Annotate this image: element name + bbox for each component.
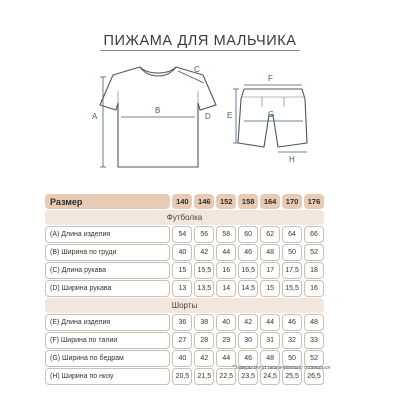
table-cell: 23,5	[238, 368, 258, 385]
size-152: 152	[216, 194, 236, 209]
table-cell: 13,5	[194, 280, 214, 297]
table-cell: 44	[260, 314, 280, 331]
table-cell: 44	[216, 350, 236, 367]
size-176: 176	[304, 194, 324, 209]
size-140: 140	[172, 194, 192, 209]
table-cell: 14,5	[238, 280, 258, 297]
table-cell: 17	[260, 262, 280, 279]
table-cell: 16,5	[238, 262, 258, 279]
table-cell: 14	[216, 280, 236, 297]
size-table-body	[45, 210, 324, 385]
table-cell: 58	[216, 226, 236, 243]
table-cell: 27	[172, 332, 192, 349]
table-cell: 66	[304, 226, 324, 243]
table-cell: 16	[216, 262, 236, 279]
table-row	[45, 332, 324, 349]
section-title: Шорты	[45, 298, 324, 313]
page-title: ПИЖАМА ДЛЯ МАЛЬЧИКА	[103, 33, 297, 49]
section-row	[45, 210, 324, 225]
table-cell: 15,5	[282, 280, 302, 297]
table-cell: 20,5	[172, 368, 192, 385]
table-cell: 50	[282, 350, 302, 367]
table-cell: 42	[238, 314, 258, 331]
size-header-row	[45, 194, 324, 209]
table-cell: 42	[194, 350, 214, 367]
table-cell: 42	[194, 244, 214, 261]
dim-label-a: A	[92, 112, 98, 121]
size-170: 170	[282, 194, 302, 209]
table-cell: 33	[304, 332, 324, 349]
row-label: (H) Ширина по низу	[45, 368, 170, 385]
table-cell: 15	[260, 280, 280, 297]
table-cell: 16	[304, 280, 324, 297]
table-cell: 31	[260, 332, 280, 349]
table-cell: 30	[238, 332, 258, 349]
table-cell: 64	[282, 226, 302, 243]
size-table	[43, 193, 326, 386]
table-cell: 38	[194, 314, 214, 331]
section-title: Футболка	[45, 210, 324, 225]
table-cell: 40	[172, 244, 192, 261]
table-cell: 52	[304, 244, 324, 261]
size-header-label: Размер	[45, 194, 170, 209]
table-row	[45, 280, 324, 297]
row-label: (A) Длина изделия	[45, 226, 170, 243]
table-cell: 24,5	[260, 368, 280, 385]
table-cell: 13	[172, 280, 192, 297]
dim-label-b: B	[155, 106, 161, 115]
dim-label-g: G	[268, 110, 275, 119]
size-158: 158	[238, 194, 258, 209]
table-cell: 44	[216, 244, 236, 261]
table-cell: 46	[238, 244, 258, 261]
dim-label-d: D	[205, 112, 211, 121]
table-cell: 48	[260, 350, 280, 367]
table-row	[45, 226, 324, 243]
size-164: 164	[260, 194, 280, 209]
table-row	[45, 314, 324, 331]
table-cell: 46	[282, 314, 302, 331]
dim-label-c: C	[194, 65, 200, 74]
table-cell: 60	[238, 226, 258, 243]
table-cell: 22,5	[216, 368, 236, 385]
table-cell: 54	[172, 226, 192, 243]
row-label: (C) Длина рукава	[45, 262, 170, 279]
table-cell: 17,5	[282, 262, 302, 279]
size-146: 146	[194, 194, 214, 209]
table-row	[45, 262, 324, 279]
table-cell: 46	[238, 350, 258, 367]
dim-label-h: H	[289, 155, 295, 164]
table-cell: 25,5	[282, 368, 302, 385]
table-cell: 15,5	[194, 262, 214, 279]
table-cell: 56	[194, 226, 214, 243]
table-cell: 18	[304, 262, 324, 279]
table-cell: 50	[282, 244, 302, 261]
dim-label-e: E	[227, 111, 233, 120]
row-label: (D) Ширина рукава	[45, 280, 170, 297]
row-label: (E) Длина изделия	[45, 314, 170, 331]
table-cell: 26,5	[304, 368, 324, 385]
table-cell: 29	[216, 332, 236, 349]
table-row	[45, 244, 324, 261]
dim-label-f: F	[268, 74, 273, 83]
table-cell: 32	[282, 332, 302, 349]
row-label: (B) Ширина по груди	[45, 244, 170, 261]
table-cell: 48	[260, 244, 280, 261]
row-label: (G) Ширина по бедрам	[45, 350, 170, 367]
table-cell: 21,5	[194, 368, 214, 385]
measurement-note: *Замеры могут незначительно отличаться	[232, 365, 330, 371]
table-cell: 36	[172, 314, 192, 331]
table-cell: 15	[172, 262, 192, 279]
table-cell: 40	[216, 314, 236, 331]
section-row	[45, 298, 324, 313]
table-cell: 48	[304, 314, 324, 331]
table-cell: 62	[260, 226, 280, 243]
table-cell: 28	[194, 332, 214, 349]
table-cell: 52	[304, 350, 324, 367]
title-underline	[100, 50, 300, 51]
measurement-diagram	[0, 55, 400, 180]
table-cell: 40	[172, 350, 192, 367]
row-label: (F) Ширина по талии	[45, 332, 170, 349]
